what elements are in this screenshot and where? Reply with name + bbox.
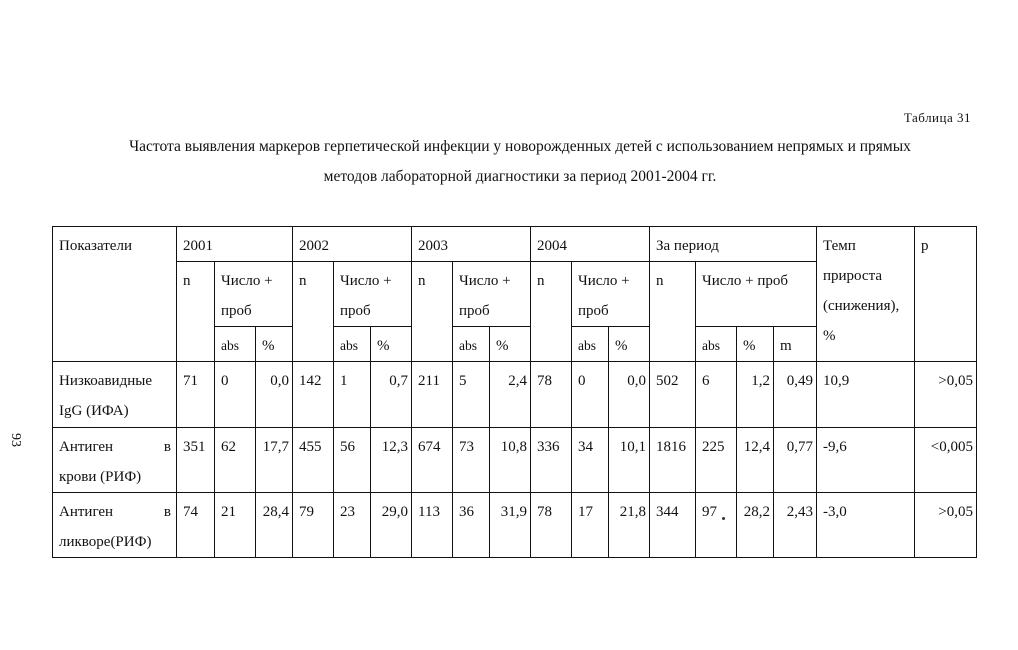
cell-2004-abs: 0 (572, 362, 609, 428)
header-abs: abs (453, 327, 490, 362)
cell-total-m: 0,49 (774, 362, 817, 428)
header-samples: Число + проб (453, 262, 531, 327)
title-line-2: методов лабораторной диагностики за период 2001-2004 гг. (323, 168, 717, 185)
title-line-1: Частота выявления маркеров герпетической инфекции у новорожденных детей с использованием непрямых и прямых (129, 138, 911, 155)
cell-2004-pct: 10,1 (609, 428, 650, 493)
header-abs: abs (696, 327, 737, 362)
page-number: 93 (8, 433, 23, 447)
header-abs: abs (215, 327, 256, 362)
cell-2003-pct: 2,4 (490, 362, 531, 428)
header-p: р (915, 227, 977, 362)
cell-2002-n: 142 (293, 362, 334, 428)
cell-p: >0,05 (915, 493, 977, 558)
cell-2001-pct: 17,7 (256, 428, 293, 493)
header-pct: % (490, 327, 531, 362)
cell-2002-abs: 56 (334, 428, 371, 493)
cell-2001-n: 74 (177, 493, 215, 558)
cell-2001-abs: 62 (215, 428, 256, 493)
cell-p: <0,005 (915, 428, 977, 493)
header-abs: abs (334, 327, 371, 362)
cell-total-n: 344 (650, 493, 696, 558)
cell-2003-abs: 36 (453, 493, 490, 558)
cell-p: >0,05 (915, 362, 977, 428)
cell-total-abs: 6 (696, 362, 737, 428)
header-n: n (177, 262, 215, 362)
row-indicator (53, 428, 177, 493)
cell-growth: 10,9 (817, 362, 915, 428)
header-abs: abs (572, 327, 609, 362)
data-table-container (52, 226, 977, 558)
row-indicator-line-1: Антиген в (59, 439, 171, 455)
header-year-2003: 2003 (412, 227, 531, 262)
cell-total-pct: 12,4 (737, 428, 774, 493)
cell-2002-pct: 29,0 (371, 493, 412, 558)
cell-2002-n: 79 (293, 493, 334, 558)
header-row-1 (53, 227, 977, 262)
data-table (52, 226, 977, 558)
header-n: n (531, 262, 572, 362)
scan-speck (722, 517, 725, 520)
cell-2002-n: 455 (293, 428, 334, 493)
header-n: n (412, 262, 453, 362)
cell-2003-n: 211 (412, 362, 453, 428)
cell-2001-abs: 0 (215, 362, 256, 428)
cell-2003-pct: 31,9 (490, 493, 531, 558)
header-year-2002: 2002 (293, 227, 412, 262)
cell-growth: -3,0 (817, 493, 915, 558)
row-indicator-line-1: Низкоавидные (59, 373, 152, 389)
cell-2003-abs: 73 (453, 428, 490, 493)
cell-total-m: 0,77 (774, 428, 817, 493)
cell-total-n: 1816 (650, 428, 696, 493)
cell-total-pct: 28,2 (737, 493, 774, 558)
header-year-2004: 2004 (531, 227, 650, 262)
row-indicator-line-1: Антиген в (59, 504, 171, 520)
cell-2002-pct: 0,7 (371, 362, 412, 428)
header-samples: Число + проб (572, 262, 650, 327)
cell-2004-n: 78 (531, 362, 572, 428)
cell-2001-n: 351 (177, 428, 215, 493)
cell-2004-abs: 17 (572, 493, 609, 558)
cell-2001-pct: 0,0 (256, 362, 293, 428)
cell-2001-n: 71 (177, 362, 215, 428)
header-pct: % (256, 327, 293, 362)
header-samples: Число + проб (696, 262, 817, 327)
table-row (53, 493, 977, 558)
header-growth: Темп прироста (снижения), % (817, 227, 915, 362)
cell-total-pct: 1,2 (737, 362, 774, 428)
row-indicator (53, 362, 177, 428)
cell-2001-pct: 28,4 (256, 493, 293, 558)
header-m: m (774, 327, 817, 362)
cell-2004-pct: 0,0 (609, 362, 650, 428)
header-pct: % (371, 327, 412, 362)
cell-2001-abs: 21 (215, 493, 256, 558)
document-title (40, 132, 1000, 192)
cell-2003-pct: 10,8 (490, 428, 531, 493)
header-n: n (650, 262, 696, 362)
cell-2002-abs: 23 (334, 493, 371, 558)
header-samples: Число + проб (215, 262, 293, 327)
cell-2002-abs: 1 (334, 362, 371, 428)
cell-2003-n: 113 (412, 493, 453, 558)
row-indicator-line-2: ликворе(РИФ) (59, 534, 152, 550)
header-pct: % (737, 327, 774, 362)
table-row (53, 362, 977, 428)
cell-total-n: 502 (650, 362, 696, 428)
table-row (53, 428, 977, 493)
cell-total-abs: 225 (696, 428, 737, 493)
header-year-2001: 2001 (177, 227, 293, 262)
header-pct: % (609, 327, 650, 362)
row-indicator-line-2: IgG (ИФА) (59, 403, 129, 419)
cell-2004-n: 78 (531, 493, 572, 558)
row-indicator-line-2: крови (РИФ) (59, 469, 142, 485)
cell-2004-n: 336 (531, 428, 572, 493)
cell-2003-abs: 5 (453, 362, 490, 428)
header-n: n (293, 262, 334, 362)
cell-2004-pct: 21,8 (609, 493, 650, 558)
header-samples: Число + проб (334, 262, 412, 327)
cell-2003-n: 674 (412, 428, 453, 493)
table-label: Таблица 31 (903, 110, 971, 125)
header-period: За период (650, 227, 817, 262)
cell-total-abs: 97 (696, 493, 737, 558)
row-indicator (53, 493, 177, 558)
header-indicators: Показатели (53, 227, 177, 362)
cell-2004-abs: 34 (572, 428, 609, 493)
cell-2002-pct: 12,3 (371, 428, 412, 493)
cell-total-m: 2,43 (774, 493, 817, 558)
cell-growth: -9,6 (817, 428, 915, 493)
